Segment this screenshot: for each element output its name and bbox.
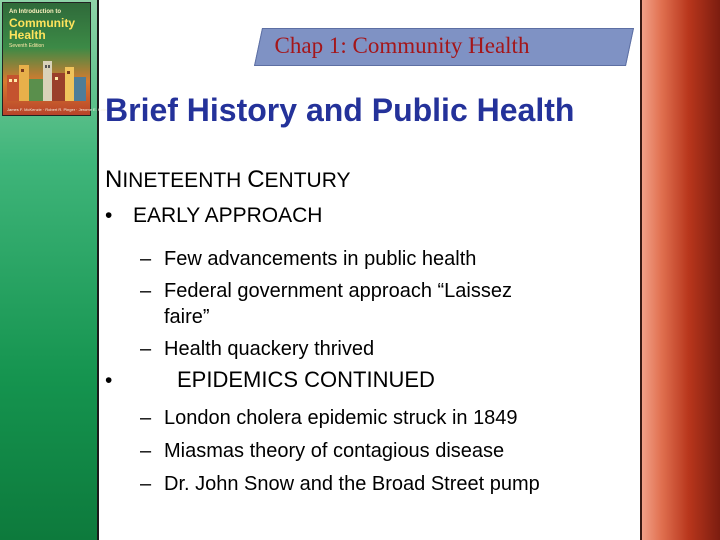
- book-cover-authors: James F. McKenzie · Robert R. Pinger · Jerome E. Kotecki: [7, 107, 112, 112]
- book-cover-illustration: [7, 57, 86, 101]
- bullet-early-approach: [105, 203, 322, 229]
- book-cover-intro: An Introduction to: [9, 9, 61, 15]
- sub-item: [140, 405, 620, 431]
- sub-item-text: Miasmas theory of contagious disease: [164, 440, 505, 462]
- sub-item-text: Federal government approach “Laissez: [164, 280, 512, 302]
- sub-item: [140, 336, 620, 362]
- dash-marker: –: [140, 440, 152, 462]
- dash-marker: –: [140, 248, 152, 270]
- dash-marker: –: [140, 338, 152, 360]
- sub-item: [140, 438, 620, 464]
- sub-item: [140, 471, 620, 497]
- section-heading: [105, 166, 351, 195]
- sub-item-text: London cholera epidemic struck in 1849: [164, 407, 518, 429]
- right-decorative-band: [642, 0, 720, 540]
- left-divider: [97, 0, 99, 540]
- sub-item: [140, 278, 620, 330]
- bullet-marker: •: [105, 204, 113, 227]
- sub-item: [140, 246, 620, 272]
- dash-marker: –: [140, 473, 152, 495]
- dash-marker: –: [140, 280, 152, 302]
- section-heading-part-2: ENTURY: [264, 169, 351, 192]
- book-cover-thumbnail: [2, 2, 112, 116]
- sub-item-text: Health quackery thrived: [164, 338, 375, 360]
- bullet-label: EPIDEMICS CONTINUED: [177, 367, 435, 392]
- book-cover-title: Community Health: [9, 16, 75, 42]
- bullet-epidemics-continued: [105, 367, 435, 394]
- slide-title: Brief History and Public Health: [105, 92, 575, 128]
- section-heading-part-1: INETEENTH: [122, 169, 248, 192]
- sub-item-text: Dr. John Snow and the Broad Street pump: [164, 473, 540, 495]
- book-cover-edition: Seventh Edition: [9, 43, 45, 49]
- dash-marker: –: [140, 407, 152, 429]
- chapter-title: Chap 1: Community Health: [274, 33, 530, 58]
- bullet-marker: •: [105, 369, 113, 392]
- section-heading-initial-c: C: [247, 166, 265, 193]
- section-heading-initial-n: N: [105, 166, 123, 193]
- sub-item-text: Few advancements in public health: [164, 248, 477, 270]
- bullet-label: EARLY APPROACH: [133, 204, 323, 227]
- sub-item-continuation: faire”: [164, 306, 210, 328]
